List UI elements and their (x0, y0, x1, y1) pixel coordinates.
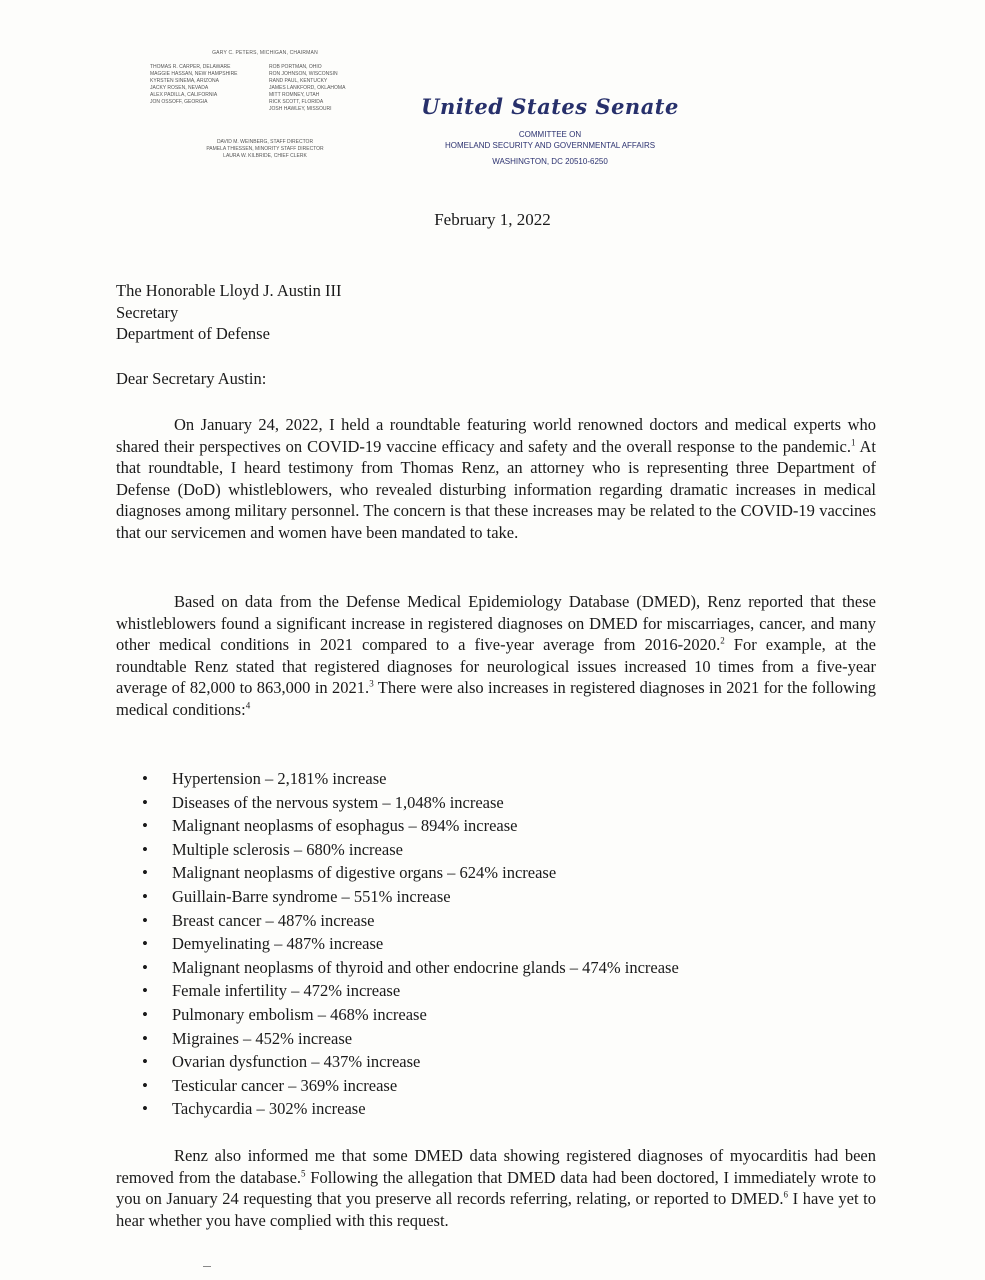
paragraph-text: There were also increases in registered diagnoses in 2021 for the following medical conditions: (116, 678, 877, 719)
list-item: • Guillain-Barre syndrome – 551% increase (138, 885, 679, 909)
member-name: MAGGIE HASSAN, NEW HAMPSHIRE (150, 71, 238, 77)
senate-header (410, 94, 690, 167)
member-name: RON JOHNSON, WISCONSIN (269, 71, 338, 77)
footnote-marker: 2 (720, 635, 725, 646)
addressee-name: The Honorable Lloyd J. Austin III (116, 281, 342, 300)
staff-name: PAMELA THIESSEN, MINORITY STAFF DIRECTOR (206, 146, 324, 152)
list-item: • Migraines – 452% increase (138, 1027, 679, 1051)
list-item: • Female infertility – 472% increase (138, 979, 679, 1003)
member-name: JAMES LANKFORD, OKLAHOMA (269, 85, 346, 91)
chairman-line: GARY C. PETERS, MICHIGAN, CHAIRMAN (212, 50, 318, 56)
list-item: • Demyelinating – 487% increase (138, 932, 679, 956)
paragraph-text: At that roundtable, I heard testimony from Thomas Renz, an attorney who is representing three Department of Defense (DoD) whistleblowers, who revealed disturbing information regarding dramatic increases in medical diagnoses among military personnel. The concern is that these increases may be related to the COVID-19 vaccines that our servicemen and women have been mandated to take. (116, 436, 877, 542)
paragraph-text: Renz also informed me that some DMED data showing registered diagnoses of myocarditis had been removed from the database. (116, 1146, 876, 1187)
footnote-marker: 1 (850, 437, 856, 447)
paragraph-text: Based on data from the Defense Medical Epidemiology Database (DMED), Renz reported that these whistleblowers found a significant increase in registered diagnoses on DMED for miscarriages, cancer, and many other medical conditions in 2021 compared to a five-year average from 2016-2020. (116, 592, 876, 654)
paragraph-3 (116, 1145, 876, 1231)
paragraph-text: For example, at the roundtable Renz stated that registered diagnoses for neurological issues increased 10 times from a five-year average of 82,000 to 863,000 in 2021. (116, 635, 876, 697)
member-name: RAND PAUL, KENTUCKY (269, 78, 328, 84)
paragraph-1 (116, 414, 876, 543)
member-columns (150, 64, 380, 113)
paragraph-2 (116, 591, 876, 720)
footnote-marker: 3 (369, 678, 374, 689)
member-name: RICK SCOTT, FLORIDA (269, 99, 324, 105)
salutation: Dear Secretary Austin: (116, 369, 267, 388)
committee-line: COMMITTEE ON (518, 130, 582, 139)
list-item: • Breast cancer – 487% increase (138, 909, 679, 933)
staff-list (150, 139, 380, 160)
letterhead (0, 0, 985, 200)
list-item: • Malignant neoplasms of thyroid and other endocrine glands – 474% increase (138, 956, 679, 980)
conditions-list (138, 767, 679, 1121)
member-name: JOSH HAWLEY, MISSOURI (269, 106, 332, 112)
member-name: JACKY ROSEN, NEVADA (150, 85, 209, 91)
address-block (116, 280, 876, 345)
list-item: • Testicular cancer – 369% increase (138, 1074, 679, 1098)
paragraph-text: I have yet to hear whether you have complied with this request. (116, 1189, 877, 1230)
list-item: • Malignant neoplasms of digestive organs – 624% increase (138, 861, 679, 885)
member-name: ALEX PADILLA, CALIFORNIA (150, 92, 218, 98)
paragraph-text: Following the allegation that DMED data had been doctored, I immediately wrote to you on January 24 requesting that you preserve all records referring, relating, or reported to DMED. (116, 1167, 876, 1208)
list-item: • Tachycardia – 302% increase (138, 1097, 679, 1121)
members-right-column (269, 64, 380, 113)
footnote-marker: 4 (245, 700, 251, 710)
list-item: • Hypertension – 2,181% increase (138, 767, 679, 791)
list-item: • Pulmonary embolism – 468% increase (138, 1003, 679, 1027)
member-name: THOMAS R. CARPER, DELAWARE (150, 64, 231, 70)
list-item: • Diseases of the nervous system – 1,048% increase (138, 791, 679, 815)
member-name: JON OSSOFF, GEORGIA (150, 99, 208, 105)
paragraph-text: On January 24, 2022, I held a roundtable featuring world renowned doctors and medical experts who shared their perspectives on COVID-19 vaccine efficacy and safety and the overall response to the pandemic. (116, 415, 876, 456)
staff-name: LAURA W. KILBRIDE, CHIEF CLERK (223, 153, 307, 159)
committee-address: WASHINGTON, DC 20510-6250 (492, 157, 608, 166)
list-item: • Multiple sclerosis – 680% increase (138, 838, 679, 862)
addressee-title: Secretary (116, 302, 179, 322)
footnote-marker: 6 (783, 1189, 789, 1200)
footnote-marker: 5 (301, 1168, 306, 1178)
committee-roster (150, 50, 380, 160)
addressee-department: Department of Defense (116, 324, 270, 343)
senate-title: United States Senate (421, 94, 679, 119)
committee-line: HOMELAND SECURITY AND GOVERNMENTAL AFFAIRS (444, 141, 656, 150)
members-left-column (150, 64, 261, 113)
staff-name: DAVID M. WEINBERG, STAFF DIRECTOR (216, 139, 314, 145)
page-mark (203, 1266, 211, 1267)
list-item: • Ovarian dysfunction – 437% increase (138, 1050, 679, 1074)
committee-name (410, 129, 690, 167)
list-item: • Malignant neoplasms of esophagus – 894% increase (138, 814, 679, 838)
member-name: MITT ROMNEY, UTAH (269, 92, 320, 98)
member-name: KYRSTEN SINEMA, ARIZONA (150, 78, 219, 84)
letter-date: February 1, 2022 (434, 210, 551, 229)
member-name: ROB PORTMAN, OHIO (269, 64, 322, 70)
